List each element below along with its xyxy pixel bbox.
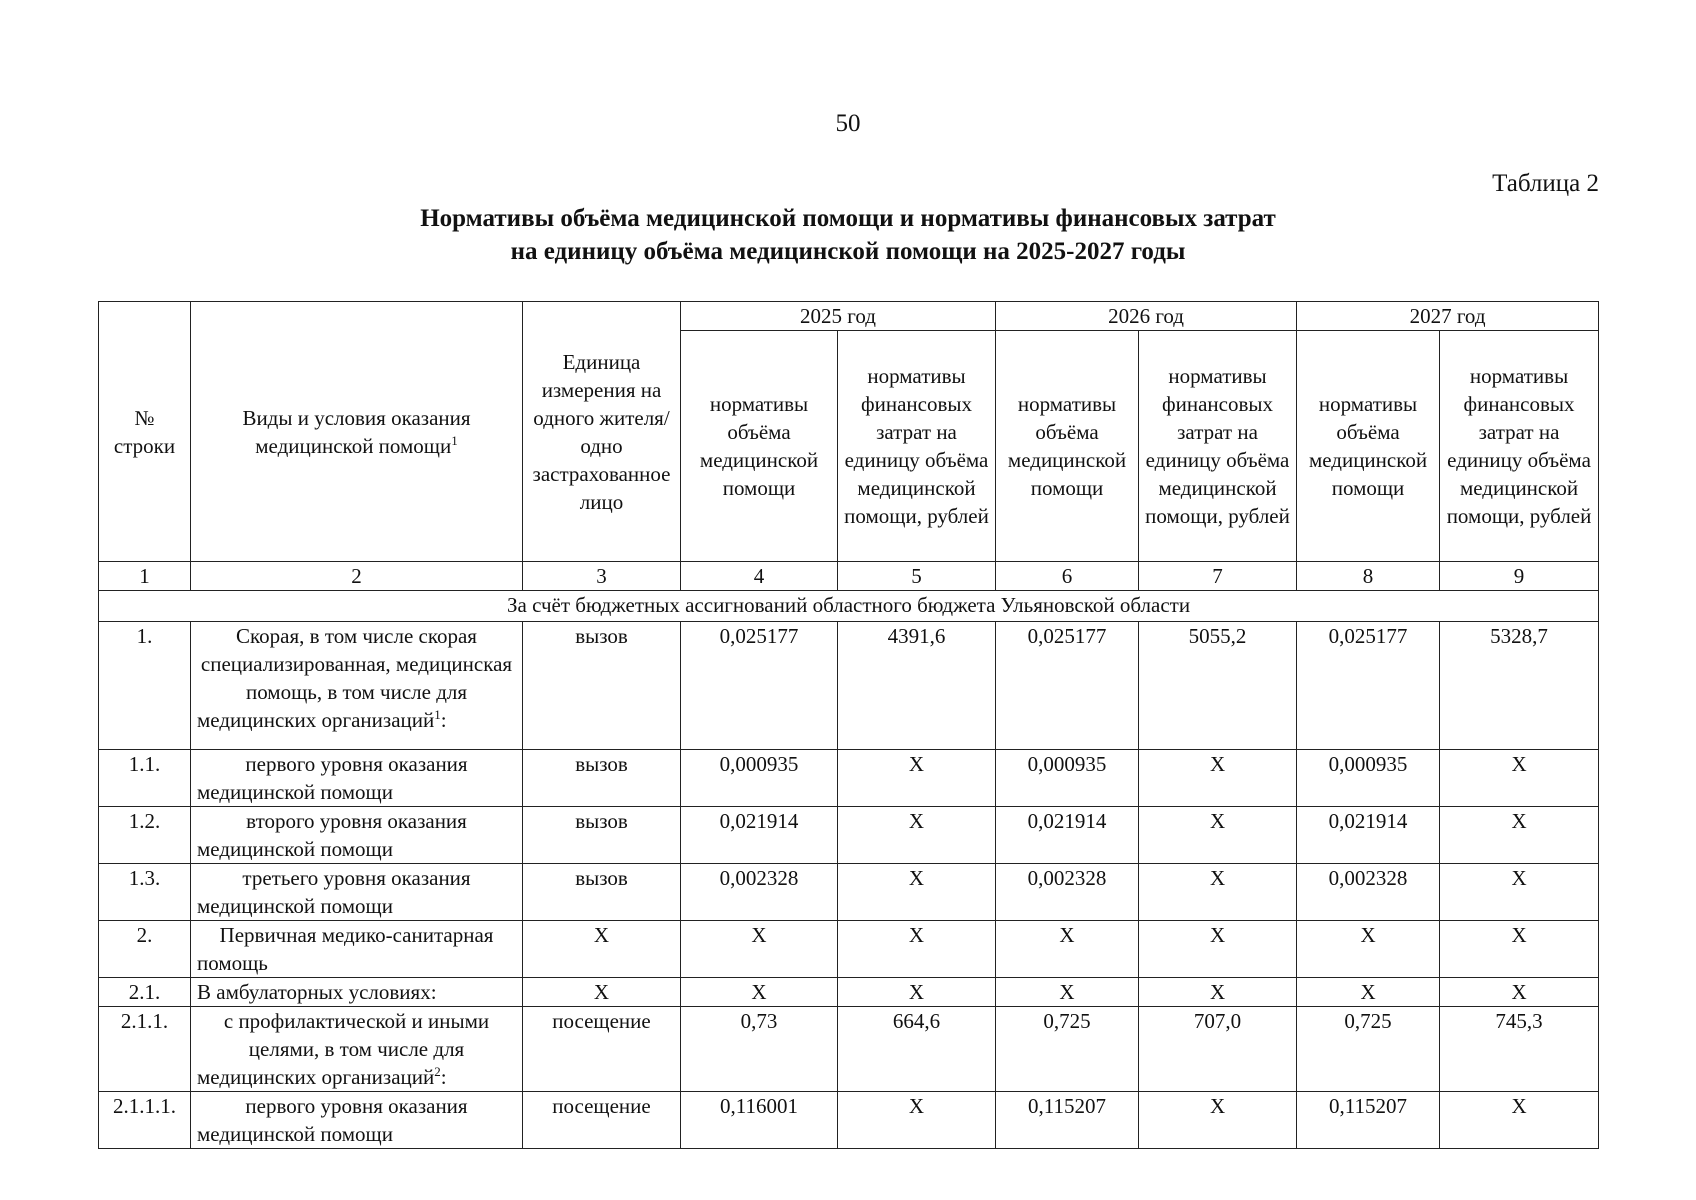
volume-2025-cell: Х xyxy=(681,978,838,1007)
norms-table xyxy=(98,301,1599,1149)
header-cost-norm-2027: нормативы финансовых затрат на единицу объёма медицинской помощи, рублей xyxy=(1440,331,1599,562)
volume-2025-cell: 0,116001 xyxy=(681,1092,838,1149)
cost-2026-cell: Х xyxy=(1139,978,1297,1007)
volume-2027-cell: 0,025177 xyxy=(1297,622,1440,750)
cost-2026-cell: 5055,2 xyxy=(1139,622,1297,750)
unit-cell: посещение xyxy=(523,1007,681,1092)
medical-care-type-suffix: : xyxy=(440,1065,447,1089)
medical-care-type-cell xyxy=(191,921,523,978)
medical-care-type-text: В амбулаторных условиях: xyxy=(197,980,437,1004)
volume-2025-cell: 0,025177 xyxy=(681,622,838,750)
cost-2026-cell: Х xyxy=(1139,921,1297,978)
medical-care-type-cell xyxy=(191,1007,523,1092)
cost-2026-cell: Х xyxy=(1139,807,1297,864)
footnote-mark: 2 xyxy=(434,1064,441,1079)
header-unit: Единица измерения на одного жителя/одно застрахованное лицо xyxy=(523,302,681,562)
cost-2027-cell: Х xyxy=(1440,978,1599,1007)
header-row-number: № строки xyxy=(99,302,191,562)
cost-2025-cell: 4391,6 xyxy=(838,622,996,750)
cost-2027-cell: 745,3 xyxy=(1440,1007,1599,1092)
cost-2026-cell: Х xyxy=(1139,750,1297,807)
volume-2027-cell: 0,021914 xyxy=(1297,807,1440,864)
table-row xyxy=(99,750,1599,807)
table-label: Таблица 2 xyxy=(1492,170,1599,197)
header-volume-norm-2027: нормативы объёма медицинской помощи xyxy=(1297,331,1440,562)
document-title xyxy=(0,202,1696,268)
volume-2026-cell: 0,115207 xyxy=(996,1092,1139,1149)
medical-care-type-text: первого уровня оказания медицинской помощи xyxy=(197,1094,468,1146)
volume-2025-cell: 0,73 xyxy=(681,1007,838,1092)
cost-2025-cell: 664,6 xyxy=(838,1007,996,1092)
cost-2027-cell: Х xyxy=(1440,1092,1599,1149)
cost-2026-cell: Х xyxy=(1139,1092,1297,1149)
volume-2026-cell: 0,025177 xyxy=(996,622,1139,750)
volume-2027-cell: Х xyxy=(1297,921,1440,978)
medical-care-type-text: первого уровня оказания медицинской помощи xyxy=(197,752,468,804)
row-number-cell: 2. xyxy=(99,921,191,978)
unit-cell: вызов xyxy=(523,864,681,921)
footnote-mark: 1 xyxy=(434,707,441,722)
cost-2025-cell: Х xyxy=(838,864,996,921)
header-year-2026: 2026 год xyxy=(996,302,1297,331)
table-row xyxy=(99,622,1599,750)
volume-2026-cell: 0,000935 xyxy=(996,750,1139,807)
row-number-cell: 2.1. xyxy=(99,978,191,1007)
cost-2025-cell: Х xyxy=(838,807,996,864)
volume-2027-cell: 0,000935 xyxy=(1297,750,1440,807)
header-row-years xyxy=(99,302,1599,331)
medical-care-type-text: третьего уровня оказания медицинской помощи xyxy=(197,866,471,918)
cost-2027-cell: Х xyxy=(1440,750,1599,807)
medical-care-type-cell xyxy=(191,807,523,864)
column-numbers-row xyxy=(99,562,1599,591)
header-medical-care-types xyxy=(191,302,523,562)
unit-cell: Х xyxy=(523,978,681,1007)
volume-2026-cell: Х xyxy=(996,921,1139,978)
table-row xyxy=(99,921,1599,978)
medical-care-type-cell xyxy=(191,1092,523,1149)
volume-2027-cell: 0,725 xyxy=(1297,1007,1440,1092)
column-number: 3 xyxy=(523,562,681,591)
header-footnote-mark: 1 xyxy=(451,432,458,448)
section-title: За счёт бюджетных ассигнований областного бюджета Ульяновской области xyxy=(99,591,1599,622)
page-number: 50 xyxy=(835,110,861,137)
row-number-cell: 2.1.1. xyxy=(99,1007,191,1092)
table-row xyxy=(99,1092,1599,1149)
unit-cell: вызов xyxy=(523,807,681,864)
volume-2025-cell: 0,000935 xyxy=(681,750,838,807)
row-number-cell: 2.1.1.1. xyxy=(99,1092,191,1149)
table-row xyxy=(99,1007,1599,1092)
unit-cell: вызов xyxy=(523,750,681,807)
cost-2025-cell: Х xyxy=(838,921,996,978)
header-year-2027: 2027 год xyxy=(1297,302,1599,331)
medical-care-type-text: второго уровня оказания медицинской помощи xyxy=(197,809,467,861)
table-body xyxy=(99,562,1599,1149)
medical-care-type-cell xyxy=(191,750,523,807)
cost-2027-cell: Х xyxy=(1440,921,1599,978)
document-title-line-2: на единицу объёма медицинской помощи на 2025-2027 годы xyxy=(510,238,1186,265)
volume-2027-cell: Х xyxy=(1297,978,1440,1007)
medical-care-type-text: Первичная медико-санитарная помощь xyxy=(197,923,494,975)
medical-care-type-suffix: : xyxy=(440,708,447,732)
medical-care-type-text: с профилактической и иными целями, в том числе для медицинских организаций xyxy=(197,1009,490,1089)
volume-2026-cell: 0,725 xyxy=(996,1007,1139,1092)
column-number: 2 xyxy=(191,562,523,591)
row-number-cell: 1.1. xyxy=(99,750,191,807)
volume-2025-cell: Х xyxy=(681,921,838,978)
table-row xyxy=(99,978,1599,1007)
cost-2025-cell: Х xyxy=(838,750,996,807)
medical-care-type-cell xyxy=(191,978,523,1007)
medical-care-type-text: Скорая, в том числе скорая специализированная, медицинская помощь, в том числе для медицинских организаций xyxy=(197,624,513,732)
cost-2025-cell: Х xyxy=(838,978,996,1007)
column-number: 7 xyxy=(1139,562,1297,591)
row-number-cell: 1.3. xyxy=(99,864,191,921)
unit-cell: вызов xyxy=(523,622,681,750)
volume-2026-cell: 0,002328 xyxy=(996,864,1139,921)
cost-2027-cell: Х xyxy=(1440,807,1599,864)
document-title-line-1: Нормативы объёма медицинской помощи и нормативы финансовых затрат xyxy=(420,205,1276,232)
volume-2026-cell: 0,021914 xyxy=(996,807,1139,864)
volume-2025-cell: 0,002328 xyxy=(681,864,838,921)
header-cost-norm-2025: нормативы финансовых затрат на единицу объёма медицинской помощи, рублей xyxy=(838,331,996,562)
header-volume-norm-2026: нормативы объёма медицинской помощи xyxy=(996,331,1139,562)
cost-2026-cell: Х xyxy=(1139,864,1297,921)
cost-2027-cell: 5328,7 xyxy=(1440,622,1599,750)
table-row xyxy=(99,864,1599,921)
column-number: 5 xyxy=(838,562,996,591)
header-volume-norm-2025: нормативы объёма медицинской помощи xyxy=(681,331,838,562)
column-number: 9 xyxy=(1440,562,1599,591)
unit-cell: Х xyxy=(523,921,681,978)
header-medical-care-types-text: Виды и условия оказания медицинской помощи xyxy=(242,405,471,458)
cost-2025-cell: Х xyxy=(838,1092,996,1149)
table-row xyxy=(99,807,1599,864)
volume-2025-cell: 0,021914 xyxy=(681,807,838,864)
unit-cell: посещение xyxy=(523,1092,681,1149)
column-number: 4 xyxy=(681,562,838,591)
medical-care-type-cell xyxy=(191,864,523,921)
header-cost-norm-2026: нормативы финансовых затрат на единицу объёма медицинской помощи, рублей xyxy=(1139,331,1297,562)
volume-2027-cell: 0,115207 xyxy=(1297,1092,1440,1149)
row-number-cell: 1. xyxy=(99,622,191,750)
column-number: 6 xyxy=(996,562,1139,591)
cost-2027-cell: Х xyxy=(1440,864,1599,921)
cost-2026-cell: 707,0 xyxy=(1139,1007,1297,1092)
column-number: 1 xyxy=(99,562,191,591)
header-year-2025: 2025 год xyxy=(681,302,996,331)
column-number: 8 xyxy=(1297,562,1440,591)
volume-2026-cell: Х xyxy=(996,978,1139,1007)
medical-care-type-cell xyxy=(191,622,523,750)
row-number-cell: 1.2. xyxy=(99,807,191,864)
section-row xyxy=(99,591,1599,622)
volume-2027-cell: 0,002328 xyxy=(1297,864,1440,921)
